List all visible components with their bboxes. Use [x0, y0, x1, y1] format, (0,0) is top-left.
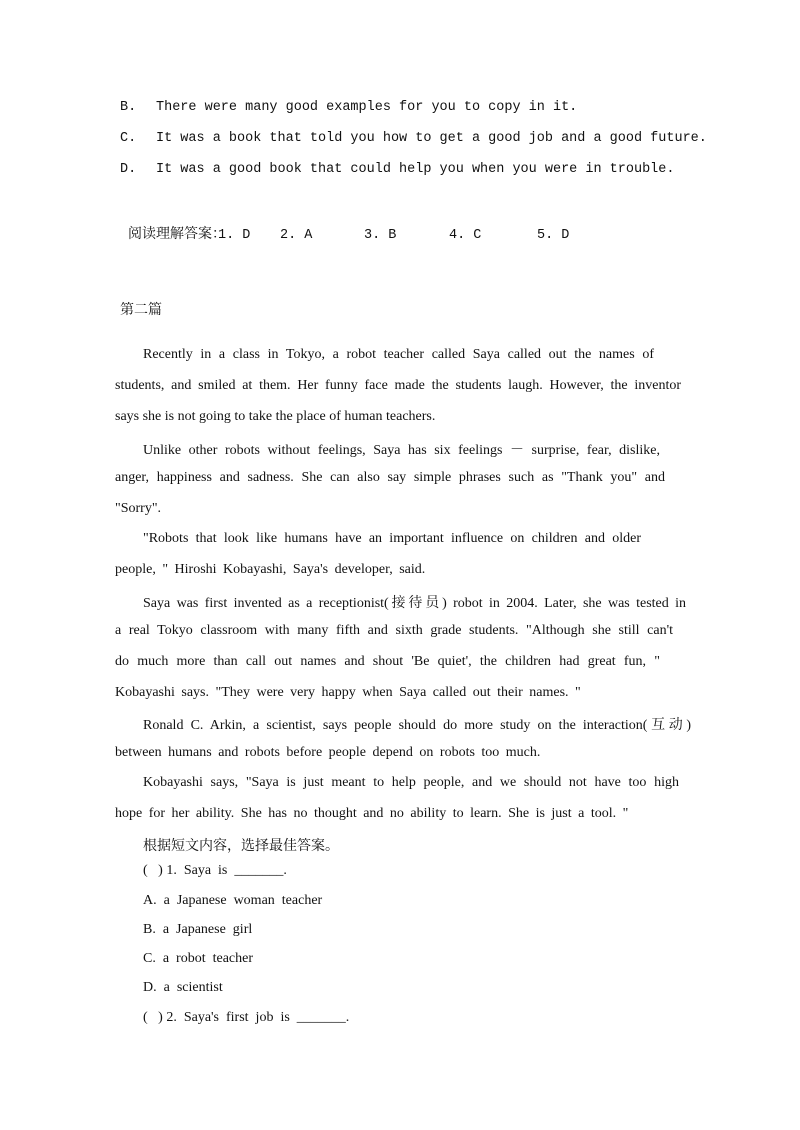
- answer-key-label: 阅读理解答案：: [128, 226, 226, 242]
- question-1-option-b: B. a Japanese girl: [143, 922, 253, 937]
- passage-line-16: hope for her ability. She has no thought and no ability to learn. She is just a tool. ": [115, 806, 629, 821]
- passage-line-9: Saya was first invented as a receptionist(接待员) robot in 2004. Later, she was tested in: [143, 596, 686, 611]
- passage-line-1: Recently in a class in Tokyo, a robot teacher called Saya called out the names of: [143, 347, 654, 362]
- passage-line-3: says she is not going to take the place of human teachers.: [115, 409, 436, 424]
- question-1-option-d: D. a scientist: [143, 980, 223, 995]
- passage-line-15: Kobayashi says, "Saya is just meant to help people, and we should not have too high: [143, 775, 679, 790]
- question-1-stem: ( ) 1. Saya is _______.: [143, 863, 287, 878]
- passage-line-4: Unlike other robots without feelings, Saya has six feelings － surprise, fear, dislike,: [143, 443, 660, 458]
- answer-3: 3. B: [364, 228, 397, 243]
- passage-line-10: a real Tokyo classroom with many fifth and sixth grade students. "Although she still can't: [115, 623, 673, 638]
- passage-line-12: Kobayashi says. "They were very happy when Saya called out their names. ": [115, 685, 581, 700]
- passage-line-2: students, and smiled at them. Her funny face made the students laugh. However, the inventor: [115, 378, 681, 393]
- passage-line-14: between humans and robots before people depend on robots too much.: [115, 745, 541, 760]
- answer-1: 1. D: [218, 228, 251, 243]
- answer-4: 4. C: [449, 228, 482, 243]
- option-b: B. There were many good examples for you to copy in it.: [120, 100, 578, 115]
- instruction: 根据短文内容，选择最佳答案。: [143, 838, 339, 854]
- question-2-stem: ( ) 2. Saya's first job is _______.: [143, 1010, 350, 1025]
- question-1-option-c: C. a robot teacher: [143, 951, 254, 966]
- passage-line-8: people, " Hiroshi Kobayashi, Saya's developer, said.: [115, 562, 426, 577]
- answer-2: 2. A: [280, 228, 313, 243]
- passage-line-6: "Sorry".: [115, 501, 162, 516]
- section-title: 第二篇: [120, 302, 162, 318]
- option-c: C. It was a book that told you how to get a good job and a good future.: [120, 131, 707, 146]
- passage-line-5: anger, happiness and sadness. She can also say simple phrases such as "Thank you" and: [115, 470, 665, 485]
- passage-line-11: do much more than call out names and shout 'Be quiet', the children had great fun, ": [115, 654, 660, 669]
- answer-5: 5. D: [537, 228, 570, 243]
- option-d: D. It was a good book that could help you when you were in trouble.: [120, 162, 675, 177]
- question-1-option-a: A. a Japanese woman teacher: [143, 893, 323, 908]
- passage-line-7: "Robots that look like humans have an important influence on children and older: [143, 531, 641, 546]
- answer-key: [120, 205, 569, 243]
- passage-line-13: Ronald C. Arkin, a scientist, says people should do more study on the interaction(互动): [143, 718, 691, 733]
